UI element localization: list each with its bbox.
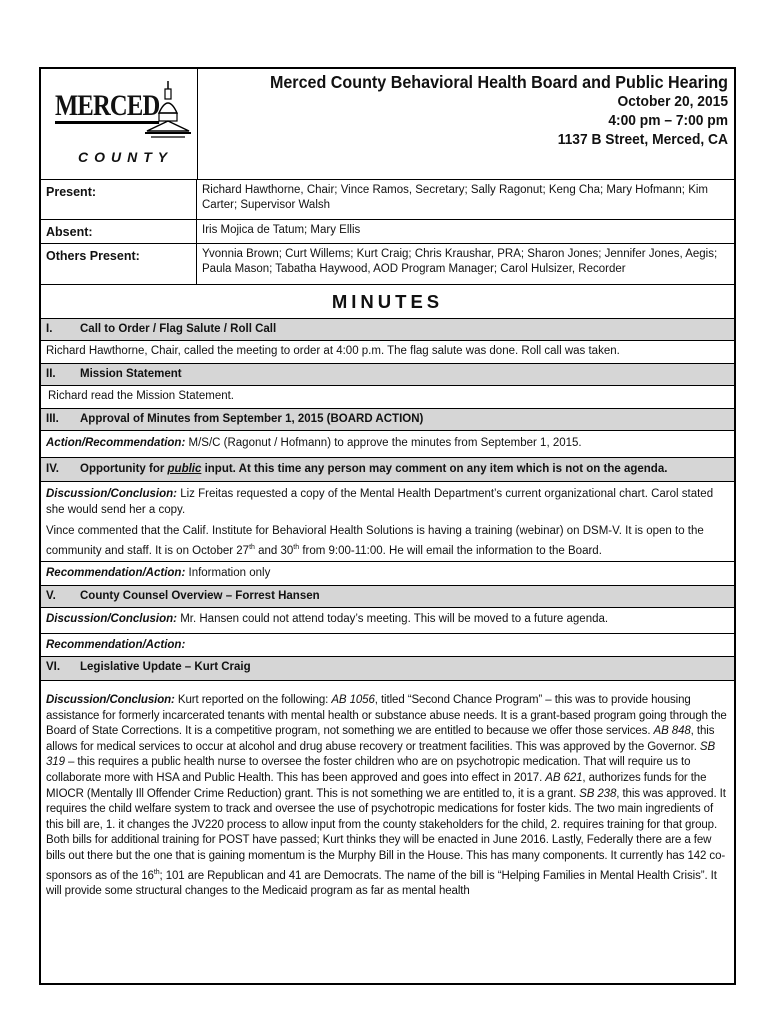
dsm-text-a: Vince commented that the Calif. Institute for Behavioral Health Solutions is having a training (webinar) on DSM-V. It is open to the community and staff. It is on October 27 (46, 525, 704, 557)
minutes-document (39, 67, 736, 985)
public-emphasis: public (167, 463, 202, 475)
bill-sb319: SB 319 (46, 740, 716, 769)
meeting-date: October 20, 2015 (617, 93, 728, 110)
legislative-text: , this allows for medical services to occur at alcohol and drug abuse recovery or treatment facilities. This was approved by the Governor. (46, 725, 715, 753)
section-number: III. (46, 413, 59, 425)
recommendation-label: Recommendation/Action: (46, 567, 186, 579)
others-present-row (41, 244, 734, 285)
legislative-text: Kurt reported on the following: (177, 694, 332, 706)
discussion-text: Mr. Hansen could not attend today’s meeting. This will be moved to a future agenda. (180, 613, 609, 625)
minutes-heading: MINUTES (41, 285, 734, 319)
section-title-post: input. At this time any person may comment on any item which is not on the agenda. (201, 463, 668, 475)
section-5-heading (41, 586, 734, 608)
action-text: M/S/C (Ragonut / Hofmann) to approve the minutes from September 1, 2015. (188, 437, 582, 449)
section-number: II. (46, 368, 56, 380)
section-title: Mission Statement (80, 368, 182, 380)
bill-ab848: AB 848 (653, 725, 691, 738)
present-label: Present: (41, 180, 197, 219)
absent-row (41, 220, 734, 244)
ordinal-sup: th (249, 543, 255, 551)
bill-sb238: SB 238 (579, 787, 617, 800)
section-2-heading (41, 364, 734, 386)
present-list: Richard Hawthorne, Chair; Vince Ramos, Secretary; Sally Ragonut; Keng Cha; Mary Hofmann; Kim Carter; Supervisor Walsh (202, 184, 709, 211)
section-4-recommendation (41, 562, 734, 586)
courthouse-dome-icon (145, 79, 191, 141)
legislative-text: ; 101 are Republican and 41 are Democrats. The name of the bill is “Helping Families in Mental Health Crisis”. It will provide some structural changes to the Medicaid program as far as mental health (46, 869, 717, 897)
dsm-paragraph (46, 524, 728, 559)
header-text (198, 69, 734, 179)
meeting-address: 1137 B Street, Merced, CA (557, 131, 728, 148)
section-number: IV. (46, 463, 60, 475)
absent-list: Iris Mojica de Tatum; Mary Ellis (202, 224, 361, 236)
section-title: Approval of Minutes from September 1, 2015 (BOARD ACTION) (80, 413, 424, 425)
discussion-label: Discussion/Conclusion: (46, 488, 177, 500)
discussion-label: Discussion/Conclusion: (46, 694, 175, 706)
action-label: Action/Recommendation: (46, 437, 186, 449)
meeting-title: Merced County Behavioral Health Board and Public Hearing (269, 72, 728, 92)
section-1-body: Richard Hawthorne, Chair, called the meeting to order at 4:00 p.m. The flag salute was done. Roll call was taken. (41, 341, 734, 364)
legislative-text: – this requires a public health nurse to oversee the foster children who are on psychotropic medication. That will require us to collaborate more with HSA and Public Health. This has been approved and goes into effect in 2017. (46, 756, 691, 784)
ordinal-sup: th (293, 543, 300, 551)
section-title: Legislative Update – Kurt Craig (80, 661, 251, 673)
dsm-text-b: and 30 (254, 544, 294, 557)
section-title: County Counsel Overview – Forrest Hansen (80, 590, 320, 602)
meeting-time: 4:00 pm – 7:00 pm (608, 112, 728, 129)
section-5-body (41, 608, 734, 634)
section-1-heading (41, 319, 734, 341)
section-number: VI. (46, 661, 61, 673)
discussion-paragraph (46, 487, 728, 518)
discussion-text: Liz Freitas requested a copy of the Mental Health Department’s current organizational chart. Carol stated she would send her a copy. (46, 488, 714, 516)
others-present-label: Others Present: (41, 244, 197, 284)
legislative-text: , authorizes funds for the MIOCR (Mentally Ill Offender Crime Reduction) grant. This is not something we are entitled to, it is a grant. (46, 771, 707, 800)
section-title-pre: Opportunity for (80, 463, 168, 475)
section-number: V. (46, 590, 56, 602)
section-number: I. (46, 323, 53, 335)
present-row (41, 180, 734, 220)
section-5-recommendation (41, 634, 734, 657)
recommendation-label: Recommendation/Action: (46, 639, 186, 651)
bill-ab1056: AB 1056 (331, 694, 375, 706)
section-4-body (41, 482, 734, 562)
legislative-text: , this was approved. It requires the child welfare system to track and oversee the use of psychotropic medications for foster kids. The two main ingredients of this bill are, 1. it changes the JV220 process to allow input from the county stakeholders for the child, 2. requires training for that group. Both bills for additional training for POST have passed; Kurt thinks they will be enacted in June 2016. Lastly, Federally there are a few bills out there but the one that is gaining momentum is the Murphy Bill in the House. This has many components. It currently has 142 co-sponsors as of the 16 (46, 787, 726, 882)
ordinal-sup: th (153, 868, 160, 876)
section-2-body: Richard read the Mission Statement. (41, 386, 734, 409)
legislative-text: , titled “Second Chance Program” – this was to provide housing assistance for formerly incarcerated tenants with mental health or substance abuse needs. It is a grant-based program going through the Board of State Corrections. It is a competitive program, not something we are entitled to because we offer those services. (46, 694, 727, 738)
dsm-text-c: from 9:00-11:00. He will email the information to the Board. (299, 544, 602, 557)
section-6-body (41, 681, 734, 903)
section-title: Call to Order / Flag Salute / Roll Call (80, 323, 277, 335)
document-header (41, 69, 734, 180)
section-3-heading (41, 409, 734, 431)
absent-label: Absent: (41, 220, 197, 243)
section-3-body (41, 431, 734, 458)
logo-merced-text: MERCED (55, 89, 160, 122)
county-logo (41, 69, 198, 179)
section-6-heading (41, 657, 734, 681)
others-present-list: Yvonnia Brown; Curt Willems; Kurt Craig; Chris Kraushar, PRA; Sharon Jones; Jennifer Jones, Aegis; Paula Mason; Tabatha Haywood, AOD Program Manager; Carol Hulsizer, Recorder (202, 248, 718, 275)
bill-ab621: AB 621 (545, 771, 583, 784)
discussion-label: Discussion/Conclusion: (46, 613, 177, 625)
logo-county-text: COUNTY (78, 149, 174, 165)
section-4-heading (41, 458, 734, 482)
recommendation-text: Information only (188, 567, 271, 579)
